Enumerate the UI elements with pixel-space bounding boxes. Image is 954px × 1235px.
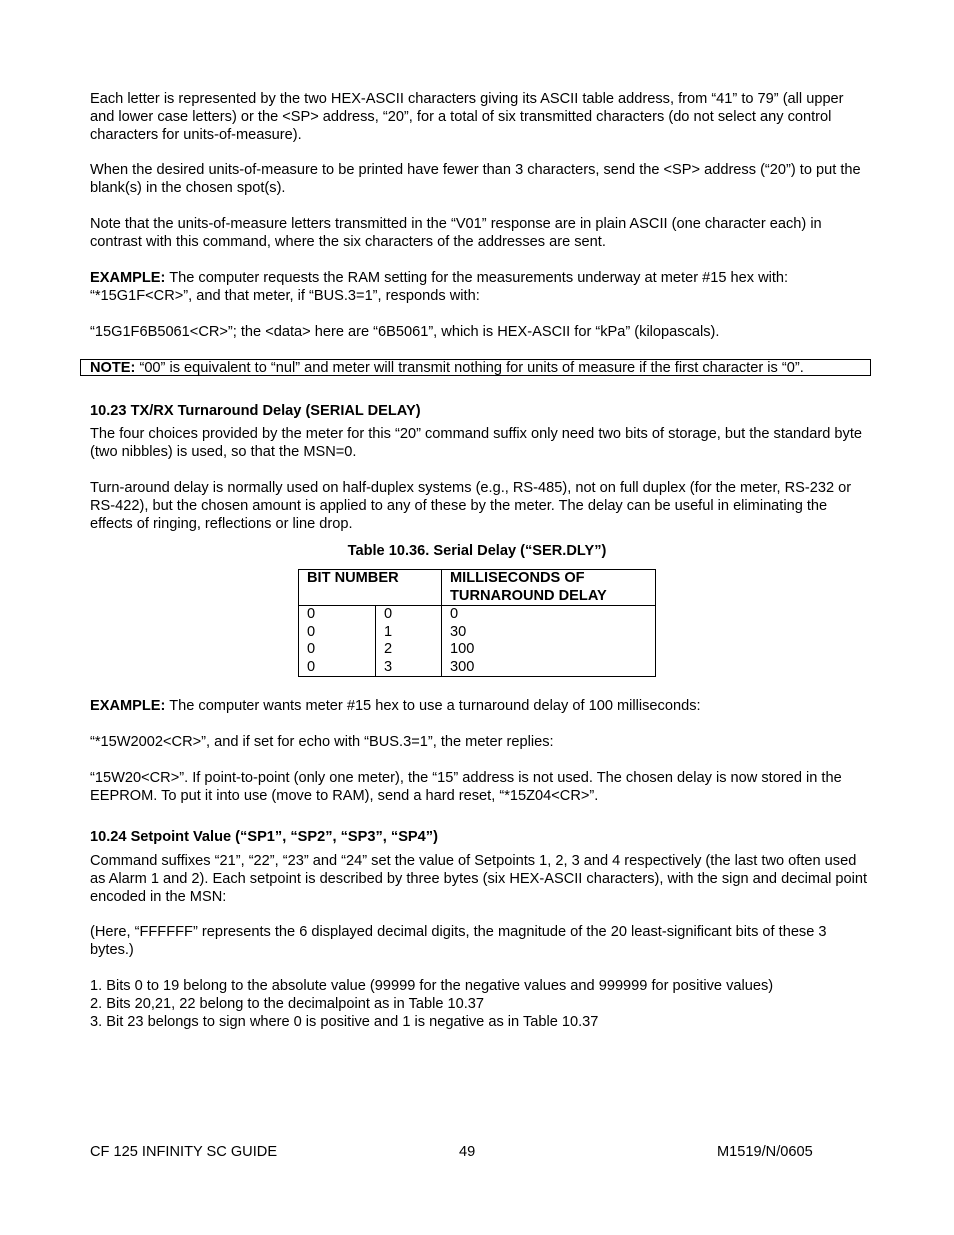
list-item: 2. Bits 20,21, 22 belong to the decimalpoint as in Table 10.37 — [90, 996, 485, 1012]
cell: 2 — [384, 641, 393, 657]
paragraph-ffffff: (Here, “FFFFFF” represents the 6 displayed decimal digits, the magnitude of the 20 least-significant bits of these 3 bytes.) — [90, 924, 827, 958]
cell: 0 — [384, 606, 393, 622]
cell: 1 — [384, 623, 393, 640]
paragraph-plain-ascii-note: Note that the units-of-measure letters transmitted in the “V01” response are in plain ASCII (one character each) in contrast with this command, where the six characters of the addresses are sent. — [90, 216, 822, 250]
paragraph-example-1 — [90, 269, 870, 305]
example-label: EXAMPLE: — [90, 698, 166, 714]
cell: 3 — [384, 658, 393, 675]
cell: 0 — [307, 606, 316, 622]
paragraph-turnaround-delay: Turn-around delay is normally used on half-duplex systems (e.g., RS-485), not on full duplex (for the meter, RS-232 or RS-422), but the chosen amount is applied to any of these by the meter. The delay can be useful in eliminating the effects of ringing, reflections or line drop. — [90, 480, 852, 532]
bit-list — [90, 977, 870, 1031]
paragraph-four-choices: The four choices provided by the meter for this “20” command suffix only need two bits of storage, but the standard byte (two nibbles) is used, so that the MSN=0. — [90, 426, 862, 460]
example-label: EXAMPLE: — [90, 270, 166, 286]
example-text: The computer wants meter #15 hex to use a turnaround delay of 100 milliseconds: — [165, 698, 701, 714]
bit-column-a — [299, 606, 376, 677]
cell: 0 — [307, 658, 316, 675]
serial-delay-table — [298, 569, 656, 677]
note-text: “00” is equivalent to “nul” and meter will transmit nothing for units of measure if the first character is “0”. — [135, 360, 804, 376]
paragraph-point-to-point: “15W20<CR>”. If point-to-point (only one meter), the “15” address is not used. The chosen delay is now stored in the EEPROM. To put it into use (move to RAM), send a hard reset, “*15Z04<CR>”. — [90, 770, 842, 804]
cell: 0 — [450, 606, 459, 622]
cell: 30 — [450, 623, 467, 640]
bit-column-b — [376, 606, 442, 677]
list-item: 3. Bit 23 belongs to sign where 0 is positive and 1 is negative as in Table 10.37 — [90, 1014, 599, 1030]
section-heading-10-23: 10.23 TX/RX Turnaround Delay (SERIAL DELAY) — [90, 403, 421, 419]
footer-page-number: 49 — [459, 1144, 476, 1160]
milliseconds-column — [442, 606, 656, 677]
paragraph-response: “15G1F6B5061<CR>”; the <data> here are “6B5061”, which is HEX-ASCII for “kPa” (kilopascals). — [90, 324, 720, 340]
table-caption: Table 10.36. Serial Delay (“SER.DLY”) — [347, 543, 607, 559]
paragraph-fewer-characters: When the desired units-of-measure to be printed have fewer than 3 characters, send the <SP> address (“20”) to put the blank(s) in the chosen spot(s). — [90, 162, 861, 196]
header-milliseconds-line-1: MILLISECONDS OF — [450, 570, 585, 586]
table-header-row — [299, 570, 656, 606]
table-row — [299, 606, 656, 677]
header-bit-number: BIT NUMBER — [299, 570, 442, 606]
paragraph-example-2 — [90, 697, 870, 715]
header-milliseconds — [442, 570, 656, 606]
paragraph-echo-reply: “*15W2002<CR>”, and if set for echo with “BUS.3=1”, the meter replies: — [90, 734, 554, 750]
footer-document-code: M1519/N/0605 — [717, 1144, 813, 1160]
section-heading-10-24: 10.24 Setpoint Value (“SP1”, “SP2”, “SP3”, “SP4”) — [90, 829, 438, 845]
cell: 0 — [307, 623, 316, 640]
note-label: NOTE: — [90, 360, 136, 376]
note-paragraph — [90, 359, 870, 377]
list-item: 1. Bits 0 to 19 belong to the absolute value (99999 for the negative values and 999999 for positive values) — [90, 978, 774, 994]
cell: 300 — [450, 658, 475, 675]
cell: 0 — [307, 641, 316, 657]
paragraph-command-suffixes: Command suffixes “21”, “22”, “23” and “24” set the value of Setpoints 1, 2, 3 and 4 respectively (the last two often used as Alarm 1 and 2). Each setpoint is described by three bytes (six HEX-ASCII characters), with the sign and decimal point encoded in the MSN: — [90, 853, 868, 905]
paragraph-hex-ascii-letters: Each letter is represented by the two HEX-ASCII characters giving its ASCII table address, from “41” to 79” (all upper and lower case letters) or the <SP> address, “20”, for a total of six transmitted characters (do not select any control characters for units-of-measure). — [90, 91, 844, 143]
footer-guide-title: CF 125 INFINITY SC GUIDE — [90, 1144, 278, 1160]
example-text: The computer requests the RAM setting for the measurements underway at meter #15 hex with: “*15G1F<CR>”, and that meter, if “BUS.3=1”, responds with: — [90, 270, 789, 304]
header-milliseconds-line-2: TURNAROUND DELAY — [450, 587, 607, 604]
cell: 100 — [450, 641, 475, 657]
